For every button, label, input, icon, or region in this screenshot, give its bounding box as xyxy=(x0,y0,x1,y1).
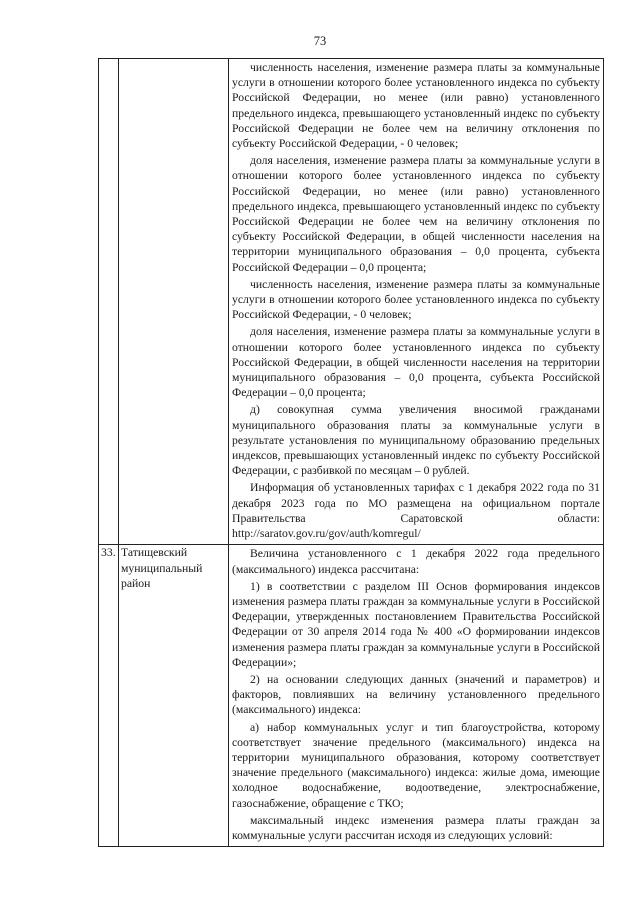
table-row xyxy=(99,59,604,545)
portal-info-paragraph: Информация об установленных тарифах с 1 декабря 2022 года по 31 декабря 2023 года по МО размещена на официальном портале Правительства Саратовской области: http://saratov.gov.ru/gov/auth/komregul/ xyxy=(232,481,600,541)
table-row xyxy=(99,545,604,847)
paragraph: численность населения, изменение размера платы за коммунальные услуги в отношении которого более установленного индекса по субъекту Российской Федерации, но менее (или равно) установленного предельного индекса, превышающего установленный индекс по субъекту Российской Федерации не более чем на величину отклонения по субъекту Российской Федерации, - 0 человек; xyxy=(232,61,600,151)
paragraph: а) набор коммунальных услуг и тип благоустройства, которому соответствует значение предельного (максимального) индекса на территории муниципального образования, которому соответствует значение предельного (максимального) индекса: жилые дома, имеющие холодное водоснабжение, водоотведение, электроснабжение, газоснабжение, обращение с ТКО; xyxy=(232,720,600,810)
row-number-cell xyxy=(99,59,119,545)
page-number: 73 xyxy=(313,34,327,48)
paragraph: д) совокупная сумма увеличения вносимой гражданами муниципального образования платы за коммунальные услуги в результате установления по муниципальному образованию предельных индексов, превышающих установленный индекс по субъекту Российской Федерации, с разбивкой по месяцам – 0 рублей. xyxy=(232,403,600,478)
description-cell xyxy=(229,59,604,545)
paragraph: численность населения, изменение размера платы за коммунальные услуги в отношении которого более установленного индекса по субъекту Российской Федерации, - 0 человек; xyxy=(232,277,600,322)
paragraph: 2) на основании следующих данных (значений и параметров) и факторов, повлиявших на величину установленного предельного (максимального) индекса: xyxy=(232,672,600,717)
paragraph: максимальный индекс изменения размера платы граждан за коммунальные услуги рассчитан исходя из следующих условий: xyxy=(232,813,600,842)
region-name-cell: Татищевский муниципальный район xyxy=(119,545,229,847)
region-name-cell xyxy=(119,59,229,545)
paragraph: 1) в соответствии с разделом III Основ формирования индексов изменения размера платы граждан за коммунальные услуги в Российской Федерации, утвержденных постановлением Правительства Российской Федерации от 30 апреля 2014 года № 400 «О формировании индексов изменения размера платы граждан за коммунальные услуги в Российской Федерации»; xyxy=(232,579,600,669)
description-cell xyxy=(229,545,604,847)
paragraph: Величина установленного с 1 декабря 2022 года предельного (максимального) индекса рассчитана: xyxy=(232,547,600,576)
tariff-info-table xyxy=(98,58,604,847)
row-number-cell: 33. xyxy=(99,545,119,847)
paragraph: доля населения, изменение размера платы за коммунальные услуги в отношении которого более установленного индекса по субъекту Российской Федерации, в общей численности населения на территории муниципального образования – 0,0 процента, субъекта Российской Федерации – 0,0 процента; xyxy=(232,325,600,400)
paragraph: доля населения, изменение размера платы за коммунальные услуги в отношении которого более установленного индекса по субъекту Российской Федерации, но менее (или равно) установленного предельного индекса, превышающего установленный индекс по субъекту Российской Федерации не более чем на величину отклонения по субъекту Российской Федерации, в общей численности населения на территории муниципального образования – 0,0 процента, субъекта Российской Федерации – 0,0 процента; xyxy=(232,154,600,274)
